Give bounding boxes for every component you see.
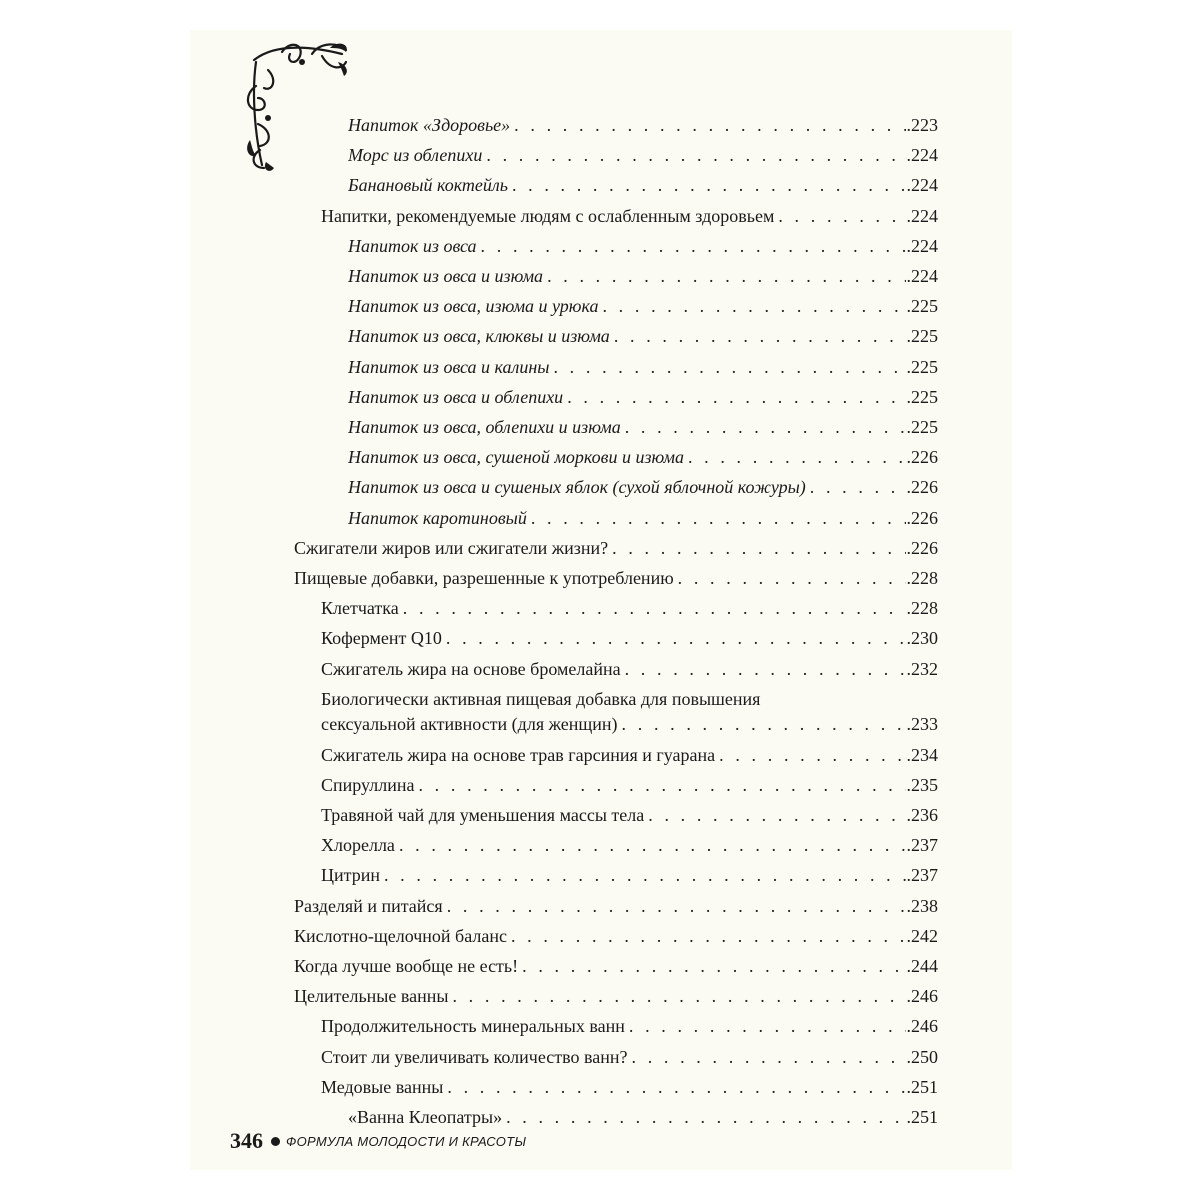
dot-leader: [531, 506, 906, 530]
toc-entry-title: Хлорелла: [321, 835, 395, 856]
toc-entry-page: .224: [906, 266, 938, 286]
toc-entry-title: Напиток из овса и калины: [348, 356, 550, 377]
toc-entry-page: .226: [906, 477, 938, 498]
dot-leader: [567, 385, 905, 409]
toc-entry: [348, 506, 938, 530]
toc-entry-title: Напиток из овса: [348, 235, 477, 256]
table-of-contents: [190, 30, 1012, 1170]
toc-entry-page: .225: [906, 386, 938, 407]
toc-entry-page: .235: [906, 774, 938, 795]
toc-entry: [321, 626, 938, 650]
toc-entry: [348, 234, 938, 258]
toc-entry-title: Когда лучше вообще не есть!: [294, 956, 519, 977]
toc-entry-title: Сжигатель жира на основе бромелайна: [321, 658, 621, 679]
toc-entry: [348, 294, 938, 318]
toc-entry-title: «Ванна Клеопатры»: [348, 1107, 503, 1128]
dot-leader: [512, 173, 906, 197]
dot-leader: [678, 566, 906, 590]
dot-leader: [514, 113, 905, 137]
toc-entry-title: Спируллина: [321, 774, 415, 795]
toc-entry-page: .224: [906, 205, 938, 226]
toc-entry: [348, 475, 938, 499]
toc-entry-title: Кофермент Q10: [321, 628, 442, 649]
dot-leader: [511, 924, 906, 948]
toc-entry: [321, 1014, 938, 1038]
toc-entry: [348, 324, 938, 348]
toc-entry: [321, 712, 938, 736]
dot-leader: [447, 1075, 905, 1099]
toc-entry: [321, 773, 938, 797]
dot-leader: [418, 773, 905, 797]
toc-entry: [348, 1105, 938, 1129]
dot-leader: [547, 264, 905, 288]
toc-entry-page: .228: [906, 598, 938, 619]
toc-entry: [321, 1075, 938, 1099]
toc-entry: [294, 924, 938, 948]
toc-entry-page: .236: [906, 805, 938, 826]
dot-leader: [625, 415, 906, 439]
dot-leader: [612, 536, 905, 560]
toc-entry-page: .238: [906, 895, 938, 916]
dot-leader: [632, 1045, 906, 1069]
toc-entry-line: Биологически активная пищевая добавка для повышения: [321, 688, 761, 709]
dot-leader: [403, 596, 906, 620]
toc-entry: [294, 536, 938, 560]
dot-leader: [553, 355, 905, 379]
toc-entry-page: .242: [906, 925, 938, 946]
toc-entry-page: .228: [906, 568, 938, 588]
dot-leader: [522, 954, 905, 978]
toc-entry-title: Напиток «Здоровье»: [348, 115, 511, 135]
dot-leader: [778, 204, 905, 228]
toc-entry: [348, 445, 938, 469]
dot-leader: [625, 657, 906, 681]
toc-entry-page: .224: [906, 235, 938, 256]
toc-entry-page: .234: [906, 744, 938, 765]
toc-entry-page: .225: [906, 417, 938, 437]
toc-entry-title: Напиток каротиновый: [348, 507, 527, 528]
toc-entry: [321, 1045, 938, 1069]
toc-entry: [348, 264, 938, 288]
toc-entry-page: .251: [906, 1107, 938, 1128]
toc-entry-page: .224: [906, 145, 938, 166]
toc-entry: [294, 984, 938, 1008]
toc-entry: [294, 954, 938, 978]
toc-entry-page: .232: [906, 658, 938, 679]
toc-entry-page: .226: [906, 447, 938, 468]
toc-entry-title: Напиток из овса, изюма и урюка: [348, 296, 599, 317]
dot-leader: [629, 1014, 906, 1038]
toc-entry: [348, 173, 938, 197]
toc-entry: [321, 596, 938, 620]
toc-entry: [348, 143, 938, 167]
dot-leader: [614, 324, 906, 348]
toc-entry-title: Медовые ванны: [321, 1076, 444, 1097]
toc-entry: [321, 803, 938, 827]
dot-leader: [481, 234, 906, 258]
toc-entry: [321, 204, 938, 228]
dot-leader: [486, 143, 905, 167]
toc-entry-title: Целительные ванны: [294, 986, 449, 1007]
toc-entry: [348, 385, 938, 409]
toc-entry-title: Напиток из овса, облепихи и изюма: [348, 417, 621, 437]
toc-entry: [294, 894, 938, 918]
toc-entry-page: .226: [906, 537, 938, 558]
dot-leader: [622, 712, 906, 736]
toc-entry-page: .225: [906, 356, 938, 377]
toc-entry-title: Морс из облепихи: [348, 145, 483, 166]
toc-entry-title: Стоит ли увеличивать количество ванн?: [321, 1046, 628, 1067]
toc-entry-title: Напиток из овса, клюквы и изюма: [348, 326, 610, 347]
toc-entry-page: .251: [906, 1076, 938, 1097]
toc-entry-title: Цитрин: [321, 865, 380, 886]
toc-entry-page: .225: [906, 296, 938, 317]
dot-leader: [447, 894, 906, 918]
toc-entry: [348, 113, 938, 137]
dot-leader: [446, 626, 906, 650]
toc-entry-title: Сжигатель жира на основе трав гарсиния и гуарана: [321, 744, 716, 765]
toc-entry-title: Кислотно-щелочной баланс: [294, 925, 507, 946]
toc-entry: [321, 743, 938, 767]
toc-entry-title: Напиток из овса, сушеной моркови и изюма: [348, 447, 684, 468]
toc-entry-page: .223: [906, 115, 938, 135]
toc-entry: [294, 566, 938, 590]
toc-entry-title: сексуальной активности (для женщин): [321, 714, 618, 735]
toc-entry: [321, 657, 938, 681]
toc-entry-page: .237: [906, 835, 938, 856]
toc-entry-page: .233: [906, 714, 938, 735]
toc-entry-title: Продолжительность минеральных ванн: [321, 1016, 625, 1037]
toc-entry-title: Пищевые добавки, разрешенные к употреблению: [294, 568, 674, 588]
toc-entry-page: .230: [906, 628, 938, 649]
dot-leader: [688, 445, 906, 469]
dot-leader: [452, 984, 905, 1008]
toc-entry: [348, 415, 938, 439]
toc-entry-page: .237: [906, 865, 938, 886]
dot-leader: [602, 294, 905, 318]
toc-entry: [348, 355, 938, 379]
page-footer: [230, 1128, 526, 1154]
dot-leader: [384, 863, 906, 887]
toc-entry-title: Банановый коктейль: [348, 175, 508, 196]
toc-entry-title: Напитки, рекомендуемые людям с ослабленным здоровьем: [321, 205, 775, 226]
toc-entry-page: .250: [906, 1046, 938, 1067]
toc-entry-title: Травяной чай для уменьшения массы тела: [321, 805, 645, 826]
toc-entry-page: .225: [906, 326, 938, 347]
toc-entry: [321, 833, 938, 857]
dot-leader: [719, 743, 905, 767]
book-page: [190, 30, 1012, 1170]
toc-entry-title: Напиток из овса и облепихи: [348, 386, 564, 407]
toc-entry-page: .226: [906, 507, 938, 528]
dot-leader: [399, 833, 906, 857]
toc-entry-title: Напиток из овса и сушеных яблок (сухой яблочной кожуры): [348, 477, 806, 498]
dot-leader: [506, 1105, 905, 1129]
toc-entry: [321, 863, 938, 887]
page-number: 346: [230, 1128, 263, 1153]
toc-entry-page: .246: [906, 1016, 938, 1037]
toc-entry-title: Напиток из овса и изюма: [348, 266, 544, 286]
dot-leader: [810, 475, 906, 499]
running-title: ФОРМУЛА МОЛОДОСТИ И КРАСОТЫ: [286, 1133, 527, 1149]
toc-entry-title: Разделяй и питайся: [294, 895, 443, 916]
toc-entry-page: .224: [906, 175, 938, 196]
toc-entry-title: Клетчатка: [321, 598, 399, 619]
toc-entry-title: Сжигатели жиров или сжигатели жизни?: [294, 537, 609, 558]
toc-entry-page: .246: [906, 986, 938, 1007]
toc-entry-page: .244: [906, 956, 938, 977]
dot-leader: [648, 803, 905, 827]
bullet-icon: [271, 1137, 280, 1146]
